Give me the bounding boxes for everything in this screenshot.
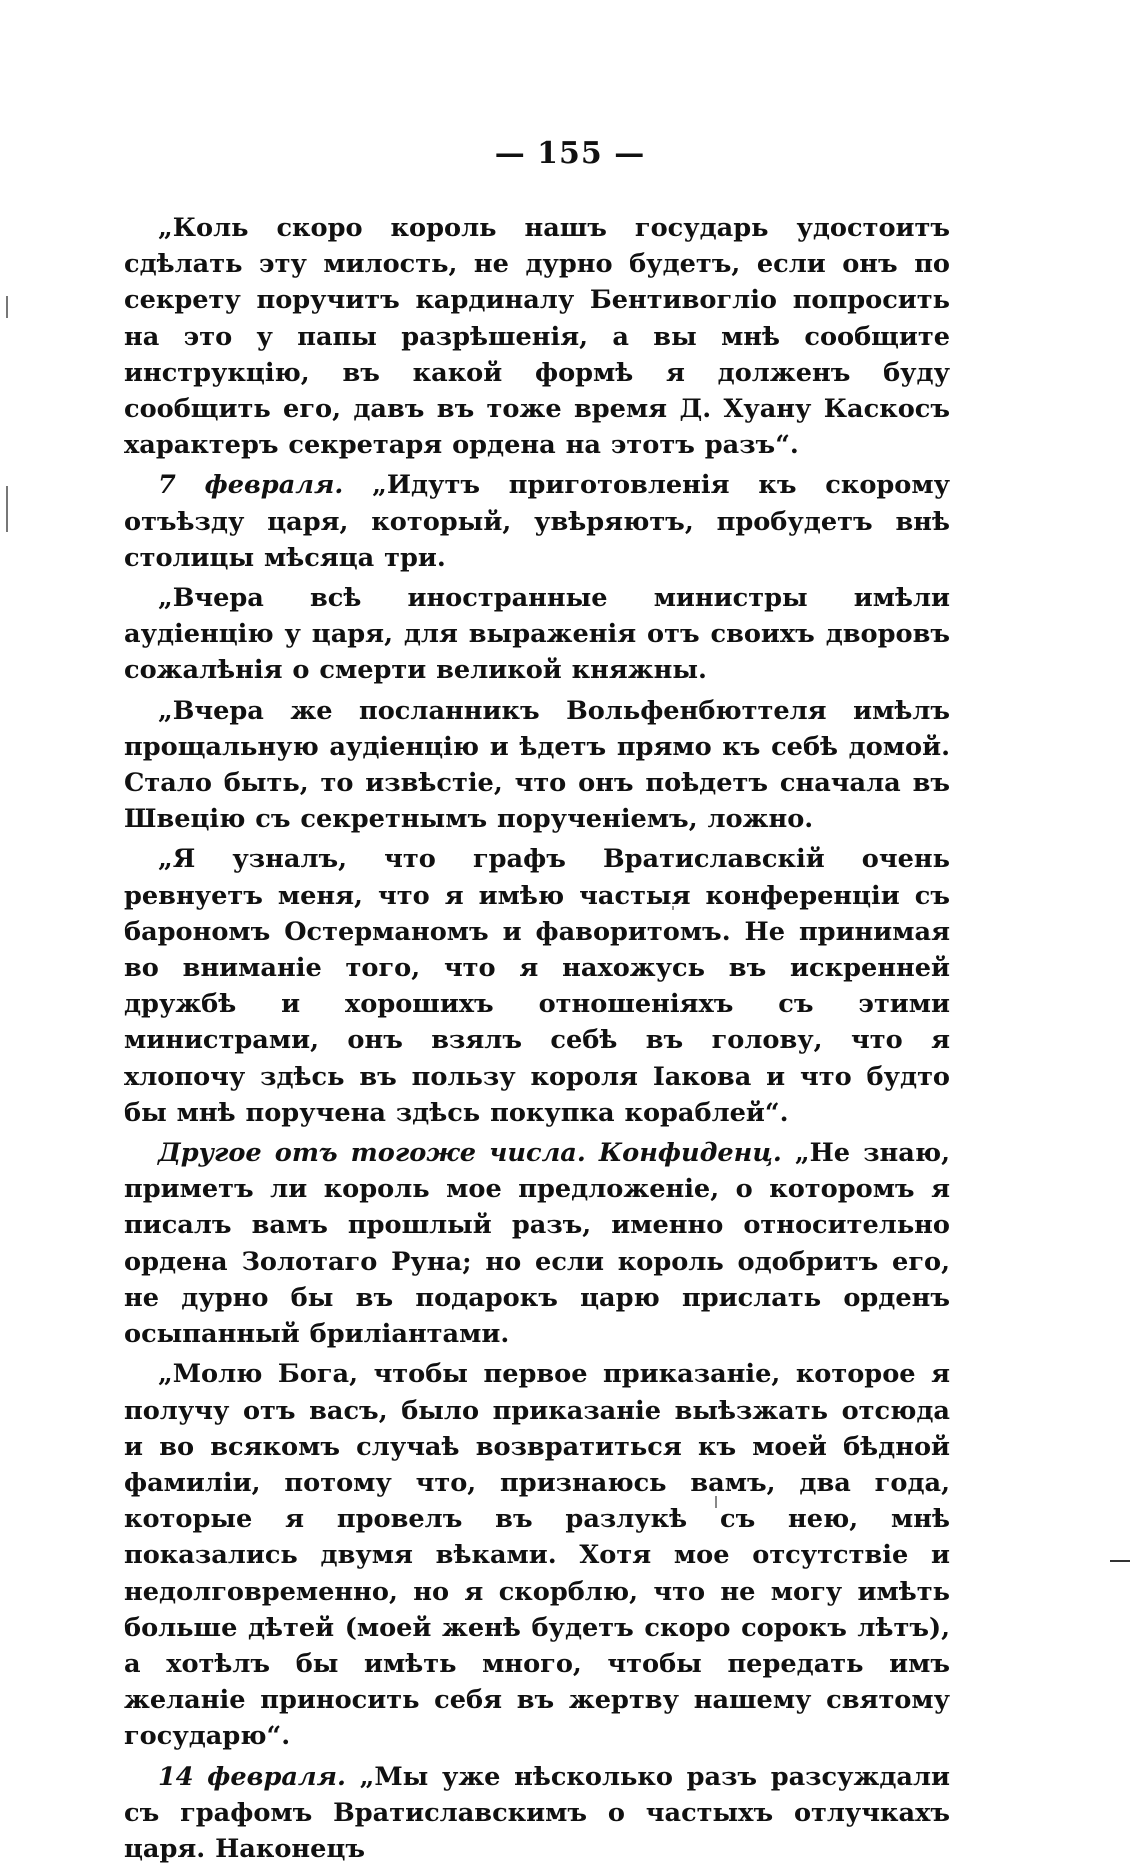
page-number: — 155 — xyxy=(494,136,646,171)
paragraph xyxy=(124,1356,950,1754)
paragraph-text: „Коль скоро король нашъ государь удостоитъ сдѣлать эту милость, не дурно будетъ, если онъ по секрету поручитъ кардиналу Бентивогліо попросить на это у папы разрѣшенія, а вы мнѣ сообщите инструкцію, въ какой формѣ я долженъ буду сообщить его, давъ въ тоже время Д. Хуану Каскосъ характеръ секретаря ордена на этотъ разъ“. xyxy=(124,213,950,461)
paragraph xyxy=(124,1135,950,1352)
date-heading: 7 февраля. xyxy=(158,470,344,501)
paragraph-text: „Вчера всѣ иностранные министры имѣли аудіенцію у царя, для выраженія отъ своихъ дворовъ сожалѣнія о смерти великой княжны. xyxy=(124,583,950,686)
paragraph xyxy=(124,580,950,689)
paragraph xyxy=(124,693,950,838)
paragraph-text: „Вчера же посланникъ Вольфенбюттеля имѣлъ прощальную аудіенцію и ѣдетъ прямо къ себѣ домой. Стало быть, то извѣстіе, что онъ поѣдетъ сначала въ Швецію съ секретнымъ порученіемъ, ложно. xyxy=(124,695,950,835)
paragraph-text: „Молю Бога, чтобы первое приказаніе, которое я получу отъ васъ, было приказаніе выѣзжать отсюда и во всякомъ случаѣ возвратиться къ моей бѣдной фамиліи, потому что, признаюсь вамъ, два года, которые я провелъ въ разлукѣ съ нею, мнѣ показались двумя вѣками. Хотя мое отсутствіе и недолговременно, но я скорблю, что не могу имѣть больше дѣтей (моей женѣ будетъ скоро сорокъ лѣтъ), а хотѣлъ бы имѣть много, чтобы передать имъ желаніе приносить себя въ жертву нашему святому государю“. xyxy=(124,1359,950,1752)
paragraph xyxy=(124,1759,950,1867)
paragraph xyxy=(124,467,950,576)
paragraph xyxy=(124,841,950,1131)
scan-margin-mark xyxy=(1110,1560,1130,1562)
scan-margin-mark xyxy=(6,486,8,532)
scan-margin-mark xyxy=(6,296,8,318)
paragraph-text: „Не знаю, приметъ ли король мое предложеніе, о которомъ я писалъ вамъ прошлый разъ, именно относительно ордена Золотаго Руна; но если король одобритъ его, не дурно бы въ подарокъ царю прислать орденъ осыпанный бриліантами. xyxy=(124,1138,950,1350)
body-text xyxy=(124,210,950,1867)
date-heading: 14 февраля. xyxy=(158,1761,346,1792)
paragraph xyxy=(124,210,950,463)
paragraph-text: „Мы уже нѣсколько разъ разсуждали съ графомъ Вратиславскимъ о частыхъ отлучкахъ царя. Наконецъ xyxy=(124,1761,950,1864)
paragraph-text: „Я узналъ, что графъ Вратиславскій очень ревнуетъ меня, что я имѣю частыя конференціи съ барономъ Остерманомъ и фаворитомъ. Не принимая во вниманіе того, что я нахожусь въ искренней дружбѣ и хорошихъ отношеніяхъ съ этими министрами, онъ взялъ себѣ въ голову, что я хлопочу здѣсь въ пользу короля Іакова и что будто бы мнѣ поручена здѣсь покупка кораблей“. xyxy=(124,844,950,1128)
date-heading: Другое отъ тогоже числа. Конфиденц. xyxy=(158,1138,782,1169)
paragraph-text: „Идутъ приготовленія къ скорому отъѣзду царя, который, увѣряютъ, пробудетъ внѣ столицы мѣсяца три. xyxy=(124,470,950,573)
